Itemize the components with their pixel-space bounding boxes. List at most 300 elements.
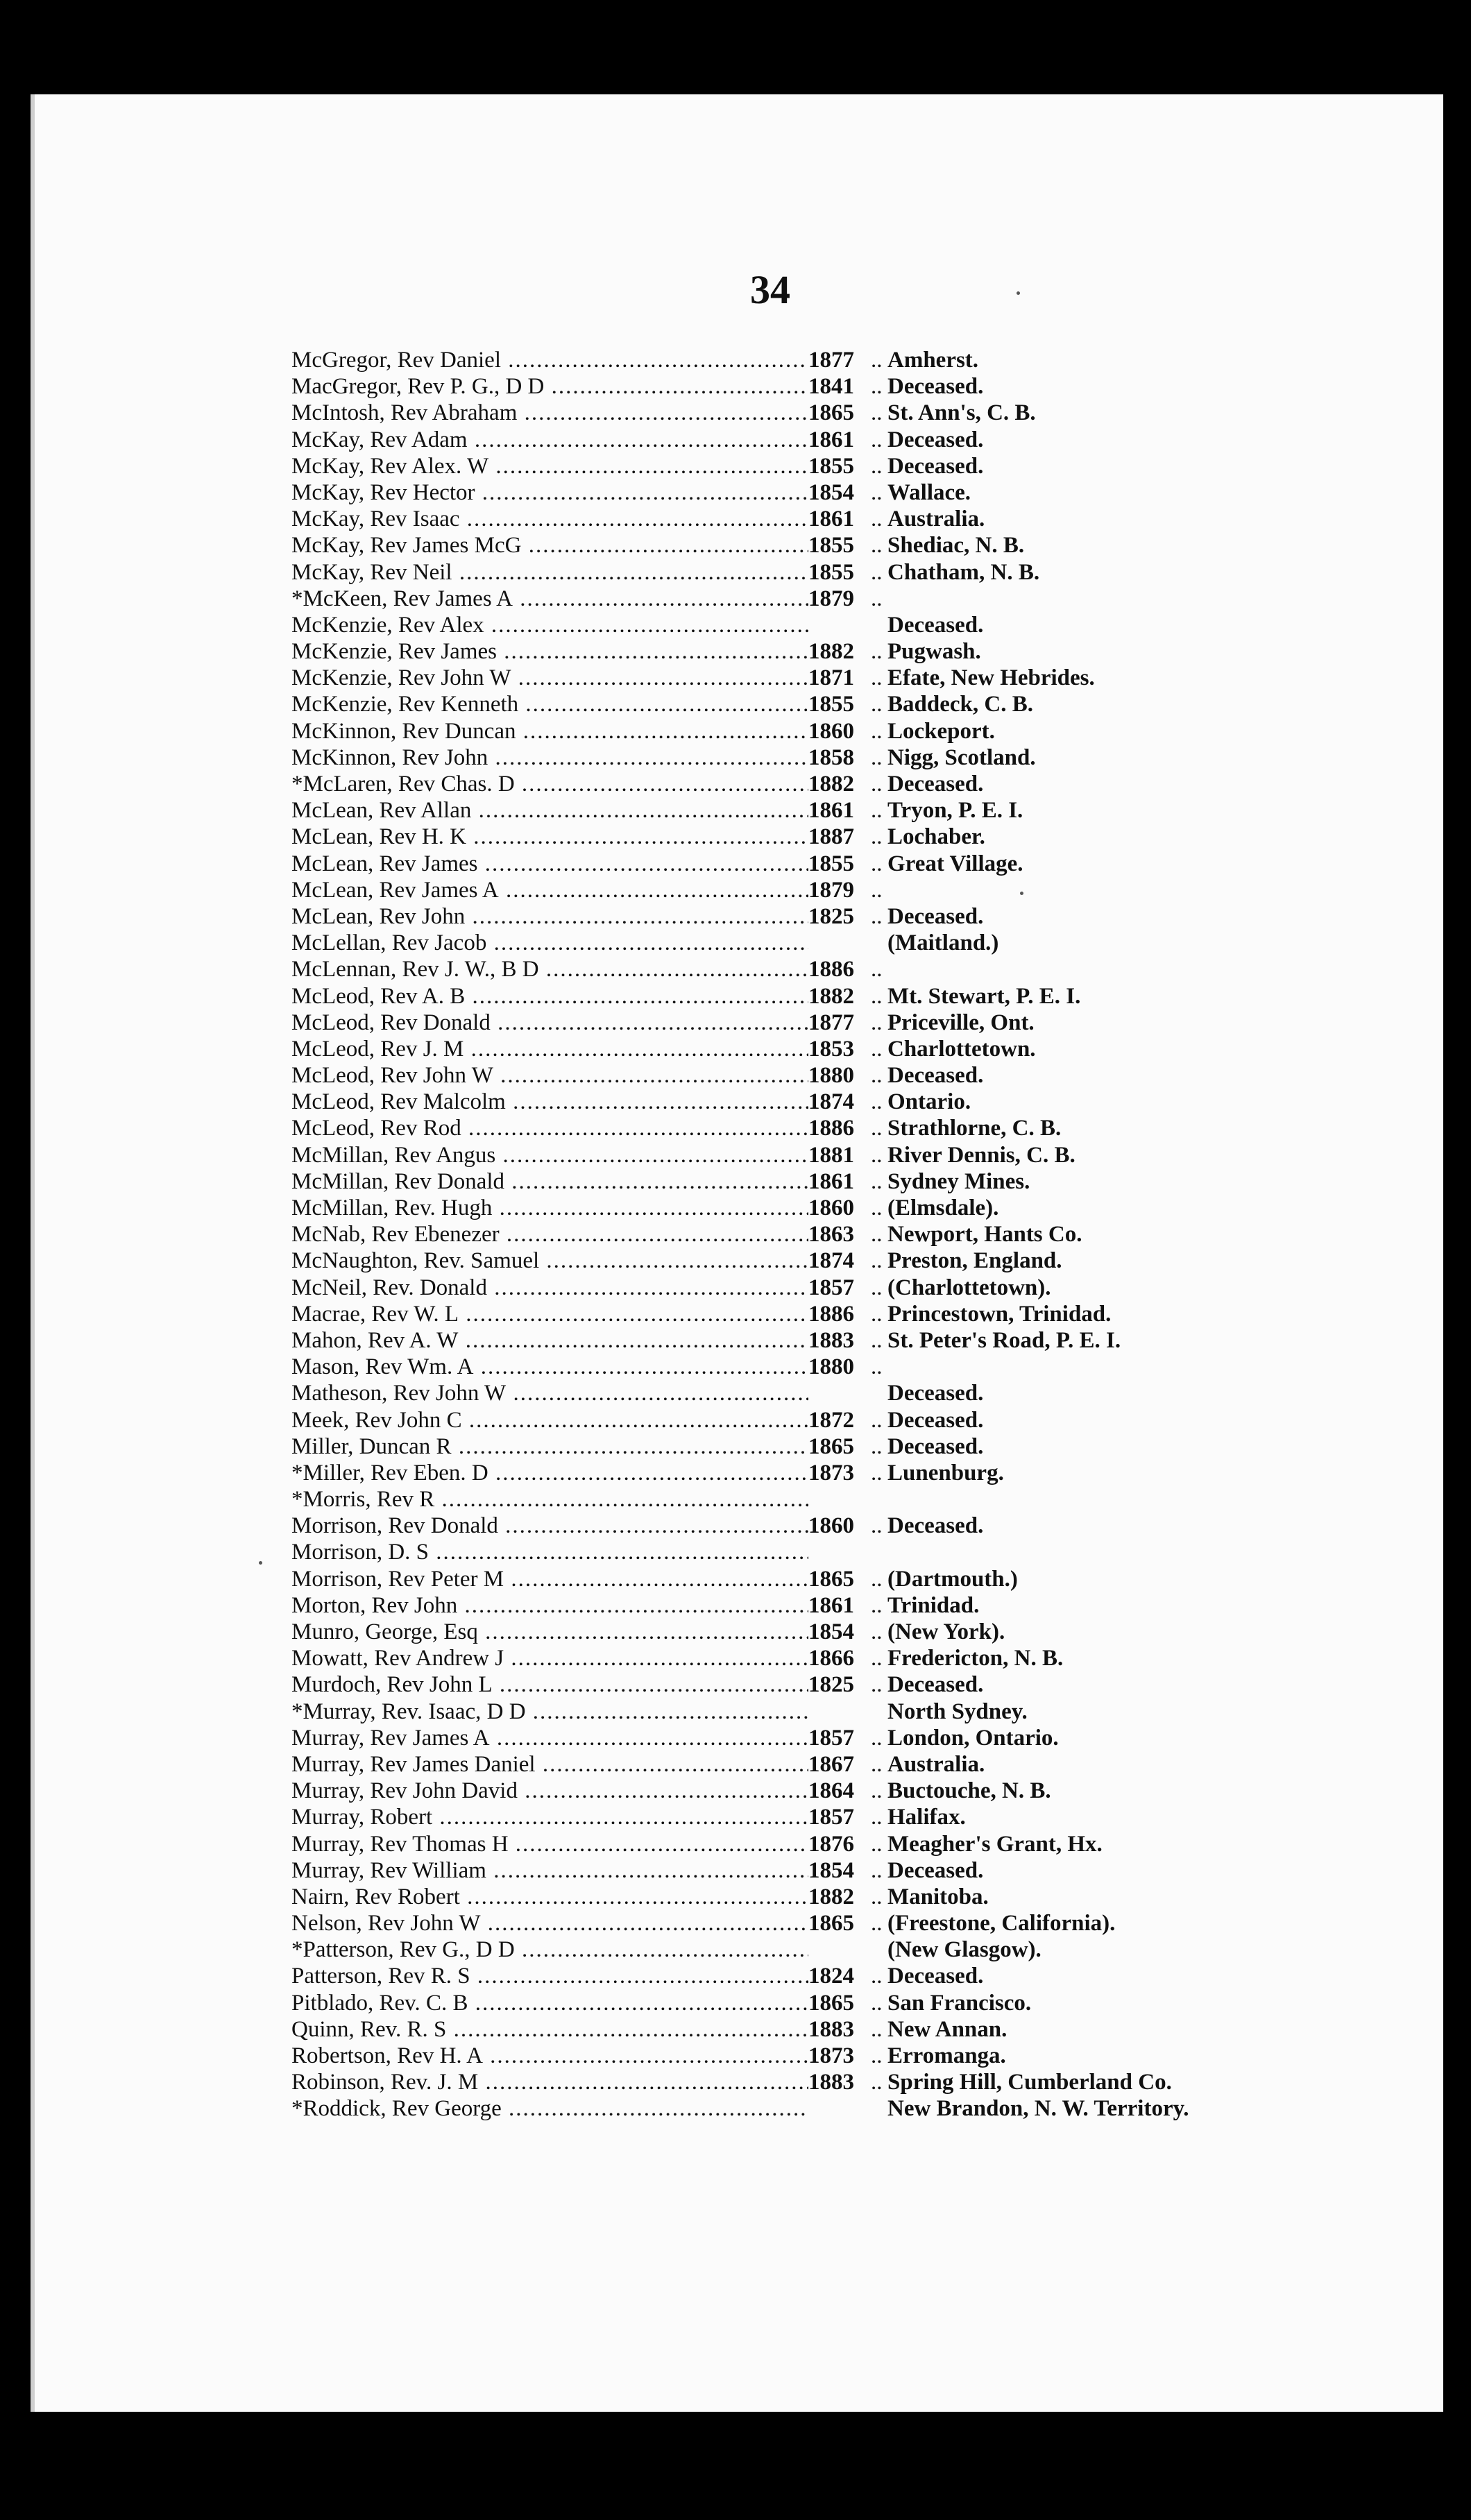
- register-entry: [291, 1857, 1374, 1884]
- register-entry: [291, 718, 1374, 744]
- entry-place: (Dartmouth.): [887, 1566, 1018, 1592]
- entry-place: (Freestone, California).: [887, 1911, 1116, 1936]
- entry-separator: ..: [871, 903, 883, 929]
- entry-name: Munro, George, Esq .....: [291, 1619, 808, 1645]
- entry-separator: ..: [871, 559, 883, 585]
- entry-year: 1825: [808, 1672, 854, 1698]
- entry-name: Patterson, Rev R. S .....: [291, 1963, 808, 1989]
- entry-year: 1861: [808, 1592, 854, 1618]
- register-entry: [291, 1592, 1374, 1619]
- entry-name: Morton, Rev John .....: [291, 1592, 808, 1619]
- entry-name: McKinnon, Rev John .....: [291, 744, 808, 771]
- entry-separator: ..: [871, 2016, 883, 2042]
- entry-place: Princestown, Trinidad.: [887, 1301, 1112, 1327]
- entry-name: McKinnon, Rev Duncan .....: [291, 718, 808, 744]
- entry-separator: ..: [871, 1646, 883, 1671]
- entry-year: 1886: [808, 1116, 854, 1141]
- entry-name: *Roddick, Rev George .....: [291, 2095, 808, 2122]
- entry-name: Pitblado, Rev. C. B .....: [291, 1990, 808, 2016]
- entry-name: *Morris, Rev R .....: [291, 1486, 808, 1513]
- register-entry: [291, 586, 1374, 612]
- entry-place: St. Peter's Road, P. E. I.: [887, 1327, 1121, 1353]
- entry-name: Murdoch, Rev John L .....: [291, 1671, 808, 1698]
- entry-separator: ..: [871, 1168, 883, 1194]
- entry-year: 1855: [808, 851, 854, 876]
- entry-separator: ..: [871, 1592, 883, 1618]
- entry-separator: ..: [871, 1275, 883, 1300]
- entry-name: McKay, Rev Adam .....: [291, 427, 808, 453]
- entry-name: McLennan, Rev J. W., B D .....: [291, 956, 808, 982]
- entry-place: Halifax.: [887, 1805, 966, 1830]
- entry-year: 1860: [808, 1513, 854, 1539]
- entry-separator: ..: [871, 453, 883, 479]
- entry-place: San Francisco.: [887, 1990, 1032, 2016]
- entry-place: Lochaber.: [887, 824, 985, 850]
- register-entry: [291, 1936, 1374, 1963]
- entry-place: London, Ontario.: [887, 1725, 1059, 1751]
- entry-separator: ..: [871, 374, 883, 400]
- entry-name: McKenzie, Rev Alex .....: [291, 612, 808, 638]
- entry-place: Deceased.: [887, 1513, 984, 1539]
- entry-name: *McKeen, Rev James A .....: [291, 586, 808, 612]
- entry-name: Macrae, Rev W. L .....: [291, 1301, 808, 1327]
- entry-year: 1867: [808, 1751, 854, 1777]
- register-entry: [291, 665, 1374, 691]
- entry-place: Strathlorne, C. B.: [887, 1116, 1062, 1141]
- entry-year: 1879: [808, 586, 854, 611]
- entry-name: McMillan, Rev Donald .....: [291, 1168, 808, 1195]
- register-entry: [291, 612, 1374, 638]
- entry-year: 1854: [808, 1857, 854, 1883]
- register-entry: [291, 903, 1374, 930]
- entry-year: 1855: [808, 453, 854, 479]
- entry-place: (Maitland.): [887, 930, 999, 956]
- paper-speck: [1020, 892, 1023, 895]
- entry-separator: ..: [871, 1911, 883, 1936]
- entry-name: Miller, Duncan R .....: [291, 1433, 808, 1460]
- entry-place: St. Ann's, C. B.: [887, 400, 1036, 426]
- entry-separator: ..: [871, 1857, 883, 1883]
- register-entry: [291, 691, 1374, 717]
- register-entry: [291, 1195, 1374, 1221]
- register-entry: [291, 1407, 1374, 1433]
- entry-place: Deceased.: [887, 1433, 984, 1459]
- entry-place: Wallace.: [887, 479, 971, 505]
- entry-name: Murray, Rev Thomas H .....: [291, 1831, 808, 1857]
- entry-place: Deceased.: [887, 903, 984, 929]
- entry-year: 1877: [808, 1010, 854, 1035]
- entry-name: McLeod, Rev John W .....: [291, 1062, 808, 1089]
- ministers-register-list: [291, 347, 1374, 2122]
- entry-place: Sydney Mines.: [887, 1168, 1030, 1194]
- entry-separator: ..: [871, 1142, 883, 1168]
- register-entry: [291, 453, 1374, 479]
- register-entry: [291, 1910, 1374, 1936]
- entry-year: 1861: [808, 506, 854, 532]
- register-entry: [291, 1539, 1374, 1565]
- entry-year: 1874: [808, 1089, 854, 1115]
- entry-separator: ..: [871, 533, 883, 559]
- entry-name: McKay, Rev Hector .....: [291, 479, 808, 506]
- register-entry: [291, 771, 1374, 797]
- entry-separator: ..: [871, 1036, 883, 1062]
- entry-separator: ..: [871, 1460, 883, 1485]
- entry-place: Trinidad.: [887, 1592, 980, 1618]
- entry-place: Deceased.: [887, 374, 984, 400]
- register-entry: [291, 2043, 1374, 2069]
- page-number: 34: [750, 267, 790, 312]
- entry-place: Meagher's Grant, Hx.: [887, 1831, 1103, 1857]
- entry-year: 1854: [808, 1619, 854, 1644]
- entry-place: North Sydney.: [887, 1699, 1028, 1724]
- entry-name: McKenzie, Rev James .....: [291, 638, 808, 665]
- register-entry: [291, 851, 1374, 877]
- register-entry: [291, 744, 1374, 771]
- entry-place: Spring Hill, Cumberland Co.: [887, 2070, 1172, 2095]
- entry-name: McMillan, Rev Angus .....: [291, 1142, 808, 1168]
- entry-name: Murray, Rev James Daniel .....: [291, 1751, 808, 1778]
- entry-place: Mt. Stewart, P. E. I.: [887, 983, 1081, 1009]
- entry-year: 1883: [808, 2070, 854, 2095]
- entry-year: 1876: [808, 1831, 854, 1857]
- entry-place: Deceased.: [887, 772, 984, 797]
- entry-year: 1865: [808, 400, 854, 426]
- register-entry: [291, 2069, 1374, 2095]
- register-entry: [291, 373, 1374, 400]
- register-entry: [291, 1884, 1374, 1910]
- entry-name: MacGregor, Rev P. G., D D .....: [291, 373, 808, 400]
- entry-name: McKay, Rev James McG .....: [291, 532, 808, 559]
- entry-name: McKenzie, Rev Kenneth .....: [291, 691, 808, 717]
- entry-place: Nigg, Scotland.: [887, 744, 1036, 770]
- register-entry: [291, 1778, 1374, 1804]
- entry-year: 1855: [808, 692, 854, 717]
- entry-name: McLeod, Rev Malcolm .....: [291, 1089, 808, 1115]
- entry-separator: ..: [871, 1327, 883, 1353]
- entry-name: McGregor, Rev Daniel .....: [291, 347, 808, 373]
- entry-name: Nairn, Rev Robert .....: [291, 1884, 808, 1910]
- register-entry: [291, 983, 1374, 1010]
- entry-year: 1825: [808, 903, 854, 929]
- register-entry: [291, 1804, 1374, 1830]
- entry-year: 1865: [808, 1911, 854, 1936]
- entry-place: Deceased.: [887, 1063, 984, 1089]
- entry-separator: ..: [871, 506, 883, 532]
- entry-separator: ..: [871, 798, 883, 824]
- entry-year: 1865: [808, 1990, 854, 2016]
- register-entry: [291, 1990, 1374, 2016]
- entry-name: *Patterson, Rev G., D D .....: [291, 1936, 808, 1963]
- entry-year: 1880: [808, 1354, 854, 1380]
- entry-year: 1865: [808, 1566, 854, 1592]
- entry-name: McNab, Rev Ebenezer .....: [291, 1221, 808, 1248]
- register-entry: [291, 956, 1374, 982]
- register-entry: [291, 1115, 1374, 1141]
- entry-separator: ..: [871, 1089, 883, 1115]
- entry-name: McLeod, Rev Donald .....: [291, 1010, 808, 1036]
- entry-name: McKay, Rev Isaac .....: [291, 506, 808, 532]
- entry-place: Preston, England.: [887, 1248, 1062, 1274]
- entry-place: Australia.: [887, 1751, 985, 1777]
- entry-separator: ..: [871, 1619, 883, 1644]
- entry-name: McMillan, Rev. Hugh .....: [291, 1195, 808, 1221]
- entry-name: McKay, Rev Neil .....: [291, 559, 808, 586]
- entry-place: Great Village.: [887, 851, 1023, 876]
- register-entry: [291, 1460, 1374, 1486]
- entry-name: Nelson, Rev John W .....: [291, 1910, 808, 1936]
- entry-separator: ..: [871, 1725, 883, 1751]
- entry-place: (New Glasgow).: [887, 1937, 1041, 1963]
- entry-separator: ..: [871, 957, 883, 982]
- entry-place: Pugwash.: [887, 639, 981, 665]
- entry-year: 1861: [808, 798, 854, 824]
- entry-name: Matheson, Rev John W .....: [291, 1380, 808, 1406]
- entry-place: Shediac, N. B.: [887, 533, 1025, 559]
- entry-year: 1865: [808, 1433, 854, 1459]
- entry-year: 1882: [808, 772, 854, 797]
- entry-year: 1855: [808, 559, 854, 585]
- entry-separator: ..: [871, 586, 883, 611]
- entry-year: 1858: [808, 744, 854, 770]
- entry-separator: ..: [871, 2070, 883, 2095]
- entry-place: Lockeport.: [887, 718, 995, 744]
- entry-name: Quinn, Rev. R. S .....: [291, 2016, 808, 2043]
- register-entry: [291, 1036, 1374, 1062]
- register-entry: [291, 427, 1374, 453]
- entry-name: McKay, Rev Alex. W .....: [291, 453, 808, 479]
- entry-place: Deceased.: [887, 453, 984, 479]
- entry-name: Meek, Rev John C .....: [291, 1407, 808, 1433]
- register-entry: [291, 2095, 1374, 2122]
- register-entry: [291, 506, 1374, 532]
- entry-year: 1883: [808, 2016, 854, 2042]
- entry-place: (Charlottetown).: [887, 1275, 1051, 1300]
- entry-name: McNeil, Rev. Donald .....: [291, 1275, 808, 1301]
- entry-place: Efate, New Hebrides.: [887, 665, 1095, 691]
- register-entry: [291, 1089, 1374, 1115]
- register-entry: [291, 1168, 1374, 1195]
- register-entry: [291, 559, 1374, 586]
- register-entry: [291, 1248, 1374, 1274]
- register-entry: [291, 1301, 1374, 1327]
- entry-name: McLean, Rev James .....: [291, 851, 808, 877]
- entry-year: 1860: [808, 1195, 854, 1220]
- entry-separator: ..: [871, 1751, 883, 1777]
- entry-place: Fredericton, N. B.: [887, 1646, 1064, 1671]
- entry-separator: ..: [871, 851, 883, 876]
- entry-separator: ..: [871, 1354, 883, 1380]
- entry-separator: ..: [871, 1301, 883, 1327]
- entry-place: Lunenburg.: [887, 1460, 1004, 1485]
- entry-separator: ..: [871, 824, 883, 850]
- entry-name: Morrison, Rev Peter M .....: [291, 1566, 808, 1592]
- entry-name: Morrison, D. S .....: [291, 1539, 808, 1565]
- entry-year: 1886: [808, 957, 854, 982]
- entry-separator: ..: [871, 2043, 883, 2068]
- entry-name: Murray, Robert .....: [291, 1804, 808, 1830]
- entry-place: Tryon, P. E. I.: [887, 798, 1023, 824]
- entry-name: McNaughton, Rev. Samuel .....: [291, 1248, 808, 1274]
- entry-separator: ..: [871, 1884, 883, 1909]
- entry-separator: ..: [871, 665, 883, 691]
- entry-year: 1886: [808, 1301, 854, 1327]
- entry-name: Mahon, Rev A. W .....: [291, 1327, 808, 1354]
- entry-separator: ..: [871, 1566, 883, 1592]
- entry-place: (Elmsdale).: [887, 1195, 999, 1220]
- entry-name: *McLaren, Rev Chas. D .....: [291, 771, 808, 797]
- entry-separator: ..: [871, 744, 883, 770]
- register-entry: [291, 1327, 1374, 1354]
- entry-separator: ..: [871, 1433, 883, 1459]
- entry-name: McLellan, Rev Jacob .....: [291, 930, 808, 956]
- entry-place: Deceased.: [887, 1857, 984, 1883]
- register-entry: [291, 1831, 1374, 1857]
- entry-year: 1880: [808, 1063, 854, 1089]
- entry-place: Erromanga.: [887, 2043, 1006, 2068]
- entry-separator: ..: [871, 1964, 883, 1989]
- paper-speck: [1017, 291, 1020, 295]
- entry-separator: ..: [871, 1407, 883, 1433]
- entry-place: New Brandon, N. W. Territory.: [887, 2096, 1189, 2122]
- register-entry: [291, 1645, 1374, 1671]
- entry-year: 1855: [808, 533, 854, 559]
- entry-separator: ..: [871, 427, 883, 452]
- entry-name: McLean, Rev H. K .....: [291, 824, 808, 850]
- entry-year: 1873: [808, 2043, 854, 2068]
- register-entry: [291, 1486, 1374, 1513]
- entry-separator: ..: [871, 1513, 883, 1539]
- entry-separator: ..: [871, 1195, 883, 1220]
- register-entry: [291, 532, 1374, 559]
- register-entry: [291, 1566, 1374, 1592]
- entry-separator: ..: [871, 1222, 883, 1248]
- entry-year: 1881: [808, 1142, 854, 1168]
- entry-separator: ..: [871, 348, 883, 373]
- entry-place: Baddeck, C. B.: [887, 692, 1033, 717]
- entry-separator: ..: [871, 1805, 883, 1830]
- entry-year: 1864: [808, 1778, 854, 1804]
- entry-year: 1860: [808, 718, 854, 744]
- entry-year: 1879: [808, 877, 854, 903]
- register-entry: [291, 1062, 1374, 1089]
- entry-name: McLeod, Rev J. M .....: [291, 1036, 808, 1062]
- entry-place: Deceased.: [887, 427, 984, 452]
- paper-speck: [259, 1561, 262, 1565]
- entry-separator: ..: [871, 983, 883, 1009]
- entry-name: McLean, Rev John .....: [291, 903, 808, 930]
- entry-separator: ..: [871, 1990, 883, 2016]
- entry-separator: ..: [871, 1116, 883, 1141]
- entry-year: 1871: [808, 665, 854, 691]
- entry-year: 1872: [808, 1407, 854, 1433]
- entry-separator: ..: [871, 1672, 883, 1698]
- entry-place: New Annan.: [887, 2016, 1007, 2042]
- entry-name: Murray, Rev William .....: [291, 1857, 808, 1884]
- entry-place: Priceville, Ont.: [887, 1010, 1035, 1035]
- entry-separator: ..: [871, 1010, 883, 1035]
- entry-name: McIntosh, Rev Abraham .....: [291, 400, 808, 426]
- entry-name: Morrison, Rev Donald .....: [291, 1513, 808, 1539]
- entry-place: Amherst.: [887, 348, 979, 373]
- entry-place: Deceased.: [887, 1381, 984, 1406]
- register-entry: [291, 347, 1374, 373]
- register-entry: [291, 1619, 1374, 1645]
- entry-year: 1882: [808, 639, 854, 665]
- entry-separator: ..: [871, 877, 883, 903]
- entry-place: Australia.: [887, 506, 985, 532]
- entry-year: 1882: [808, 983, 854, 1009]
- entry-name: Murray, Rev John David .....: [291, 1778, 808, 1804]
- entry-year: 1874: [808, 1248, 854, 1274]
- entry-place: Deceased.: [887, 1964, 984, 1989]
- register-entry: [291, 1513, 1374, 1539]
- entry-place: Newport, Hants Co.: [887, 1222, 1082, 1248]
- register-entry: [291, 877, 1374, 903]
- register-entry: [291, 1725, 1374, 1751]
- entry-name: Mowatt, Rev Andrew J .....: [291, 1645, 808, 1671]
- entry-place: Deceased.: [887, 1407, 984, 1433]
- entry-name: Robinson, Rev. J. M .....: [291, 2069, 808, 2095]
- entry-place: Buctouche, N. B.: [887, 1778, 1051, 1804]
- register-entry: [291, 1963, 1374, 1989]
- register-entry: [291, 824, 1374, 850]
- entry-name: *Miller, Rev Eben. D .....: [291, 1460, 808, 1486]
- register-entry: [291, 1354, 1374, 1380]
- entry-year: 1824: [808, 1964, 854, 1989]
- register-entry: [291, 1275, 1374, 1301]
- register-entry: [291, 1221, 1374, 1248]
- entry-year: 1863: [808, 1222, 854, 1248]
- entry-separator: ..: [871, 1063, 883, 1089]
- entry-year: 1854: [808, 479, 854, 505]
- register-entry: [291, 2016, 1374, 2043]
- register-entry: [291, 1699, 1374, 1725]
- register-entry: [291, 1671, 1374, 1698]
- entry-place: Manitoba.: [887, 1884, 989, 1909]
- register-entry: [291, 1751, 1374, 1778]
- entry-year: 1882: [808, 1884, 854, 1909]
- entry-separator: ..: [871, 400, 883, 426]
- entry-place: Charlottetown.: [887, 1036, 1036, 1062]
- entry-separator: ..: [871, 772, 883, 797]
- entry-place: (New York).: [887, 1619, 1005, 1644]
- entry-year: 1866: [808, 1646, 854, 1671]
- entry-name: Mason, Rev Wm. A .....: [291, 1354, 808, 1380]
- entry-year: 1861: [808, 427, 854, 452]
- entry-name: McLeod, Rev A. B .....: [291, 983, 808, 1010]
- register-entry: [291, 1142, 1374, 1168]
- entry-separator: ..: [871, 1248, 883, 1274]
- register-entry: [291, 479, 1374, 506]
- entry-separator: ..: [871, 718, 883, 744]
- entry-separator: ..: [871, 692, 883, 717]
- entry-separator: ..: [871, 479, 883, 505]
- entry-place: Ontario.: [887, 1089, 971, 1115]
- entry-name: McLean, Rev James A .....: [291, 877, 808, 903]
- register-entry: [291, 930, 1374, 956]
- entry-year: 1877: [808, 348, 854, 373]
- entry-year: 1841: [808, 374, 854, 400]
- entry-name: McKenzie, Rev John W .....: [291, 665, 808, 691]
- entry-year: 1887: [808, 824, 854, 850]
- entry-year: 1861: [808, 1168, 854, 1194]
- register-entry: [291, 1433, 1374, 1460]
- entry-name: McLean, Rev Allan .....: [291, 797, 808, 824]
- entry-name: *Murray, Rev. Isaac, D D .....: [291, 1699, 808, 1725]
- entry-place: Deceased.: [887, 612, 984, 638]
- entry-name: Robertson, Rev H. A .....: [291, 2043, 808, 2069]
- entry-year: 1857: [808, 1725, 854, 1751]
